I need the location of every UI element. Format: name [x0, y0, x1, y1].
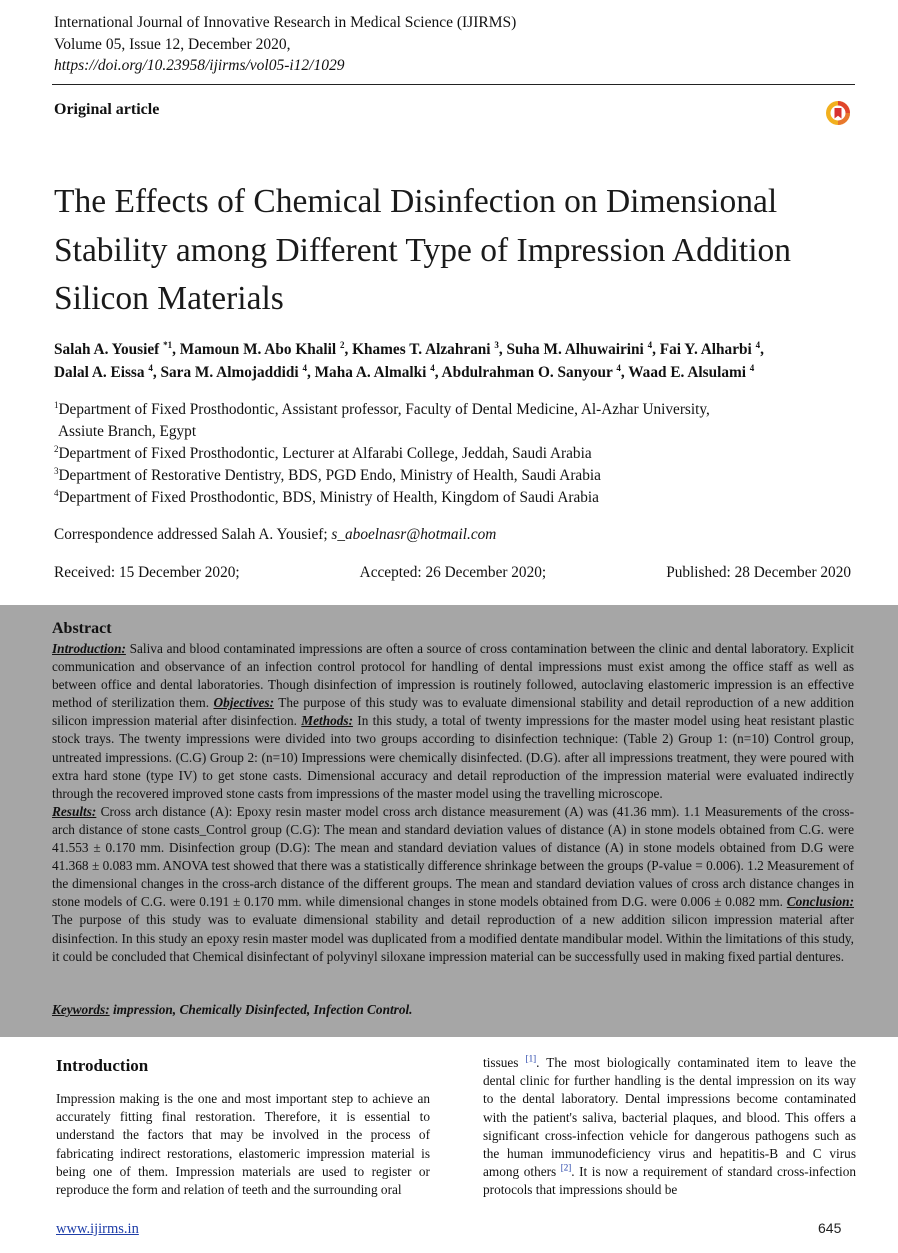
abstract-conclusion: The purpose of this study was to evaluate dimensional stability and detail reproduction of a new addition silicon impression material after disinfection. In this study an epoxy resin master model was duplicated from a modified dentate mandibular model. Within the limitations of this study, it could be concluded that Chemical disinfectant of polyvinyl siloxane impression material can be successfully used in making fixed partial dentures. — [52, 912, 854, 964]
article-dates — [54, 564, 851, 582]
crossmark-icon[interactable] — [825, 100, 851, 126]
abstract-text — [52, 640, 854, 966]
author: Maha A. Almalki $^4$, — [314, 362, 442, 381]
affiliation-1: $^1$Department of Fixed Prosthodontic, Assistant professor, Faculty of Dental Medicine, Al-Azhar University, — [54, 399, 710, 418]
abstract-intro: Saliva and blood contaminated impressions are often a source of cross contamination between the clinic and dental laboratory. Explicit communication and observance of an infection control protocol for handling of dental impressions must exist among the office staff as well as between office and dental laboratories. Though disinfection of impression is routinely followed, autoclaving elastomeric impression is an effective method of sterilization them. — [52, 641, 854, 711]
abstract-methods: In this study, a total of twenty impressions for the master model using heat resistant plastic stock trays. The twenty impressions were divided into two groups according to disinfection technique: (Table 2) Group 1: (n=10) Control group, untreated impressions. (C.G) Group 2: (n=10) Impressions were chemically disinfected. (D.G). after all impressions treatment, they were poured with extra hard stone (type IV) to get stone casts. Dimensional accuracy and detail reproduction of the impression material were evaluated indirectly through the recovered improved stone casts from impressions of the master model using the travelling microscope. — [52, 713, 854, 801]
introduction-left-column: Impression making is the one and most important step to achieve an accurately fitting final restoration. Therefore, it is essential to understand the factors that may be involved in the process of fabricating indirect restorations, elastomeric impression material is being one of them. Impression materials are used to register or reproduce the form and relation of teeth and the surrounding oral — [56, 1091, 430, 1198]
article-type: Original article — [54, 101, 160, 118]
abstract-results: Cross arch distance (A): Epoxy resin master model cross arch distance measurement (A) was (41.36 mm). 1.1 Measurements of the cross-arch distance of stone casts_Control group (C.G): The mean and standard deviation values of distance (A) in stone models obtained from C.G. were 41.553 ± 0.170 mm. Disinfection group (D.G): The mean and standard deviation values of distance (A) in stone models obtained from D.G were 41.368 ± 0.083 mm. ANOVA test showed that there was a statistically difference shrinkage between the groups (P-value = 0.006). 1.2 Measurement of the dimensional changes in the cross-arch distance of the different groups. The mean and standard deviation values of cross arch distance changes in stone models of C.G. were 0.191 ± 0.170 mm. while dimensional changes in stone models obtained from D.G. were 0.006 ± 0.082 mm. — [52, 803, 854, 910]
received-date: Received: 15 December 2020; — [54, 564, 240, 581]
abstract-conclusion-label: Conclusion: — [786, 894, 854, 910]
affiliation-1-cont: Assiute Branch, Egypt — [58, 423, 197, 440]
correspondence-label: Correspondence addressed Salah A. Yousief; — [54, 526, 332, 543]
citation-link[interactable]: [1] — [525, 1053, 537, 1064]
abstract-objectives: The purpose of this study was to evaluate dimensional stability and detail reproduction of a new addition silicon impression material after disinfection. — [52, 695, 854, 729]
journal-header — [54, 12, 516, 77]
abstract-objectives-label: Objectives: — [213, 695, 275, 711]
introduction-right-column: tissues [1]. The most biologically contaminated item to leave the dental clinic for further handling is the dental impression on its way to the dental laboratory. Dental impressions become contaminated with the patient's saliva, bacterial plaques, and blood. This offers a significant cross-infection vehicle for dangerous pathogens such as the human immunodeficiency virus and hepatitis-B and C virus among others [2]. It is now a requirement of standard cross-infection protocols that impressions should be — [483, 1053, 856, 1198]
website-link[interactable]: www.ijirms.in — [56, 1221, 139, 1237]
affiliation-4: $^4$Department of Fixed Prosthodontic, BDS, Ministry of Health, Kingdom of Saudi Arabia — [54, 487, 599, 506]
abstract-heading: Abstract — [52, 620, 112, 637]
abstract-results-label: Results: — [52, 803, 97, 819]
page-number: 645 — [818, 1220, 842, 1236]
author: Salah A. Yousief $^{*1}$, — [54, 339, 180, 358]
author: Fai Y. Alharbi $^4$, — [659, 339, 764, 358]
author-list — [54, 338, 866, 384]
abstract-intro-label: Introduction: — [52, 641, 126, 656]
article-title: The Effects of Chemical Disinfection on Dimensional Stability among Different Type of Impression Addition Silicon Materials — [54, 183, 792, 317]
journal-name: International Journal of Innovative Research in Medical Science (IJIRMS) — [54, 14, 517, 31]
author: Dalal A. Eissa $^4$, — [54, 362, 161, 381]
keywords — [52, 1002, 413, 1018]
affiliations — [54, 399, 854, 509]
affiliation-3: $^3$Department of Restorative Dentistry, BDS, PGD Endo, Ministry of Health, Saudi Arabia — [54, 465, 601, 484]
author: Waad E. Alsulami $^4$ — [628, 362, 755, 381]
author: Abdulrahman O. Sanyour $^4$, — [441, 362, 629, 381]
abstract-methods-label: Methods: — [301, 713, 354, 729]
author: Khames T. Alzahrani $^3$, — [352, 339, 507, 358]
header-divider — [52, 84, 855, 85]
author: Suha M. Alhuwairini $^4$, — [506, 339, 660, 358]
doi-link[interactable]: https://doi.org/10.23958/ijirms/vol05-i12/1029 — [54, 57, 345, 74]
correspondence — [54, 526, 496, 544]
keywords-label: Keywords: — [52, 1002, 110, 1017]
accepted-date: Accepted: 26 December 2020; — [359, 564, 547, 581]
affiliation-2: $^2$Department of Fixed Prosthodontic, Lecturer at Alfarabi College, Jeddah, Saudi Arabia — [54, 443, 592, 462]
keywords-text: impression, Chemically Disinfected, Infection Control. — [109, 1002, 413, 1017]
volume-issue: Volume 05, Issue 12, December 2020, — [54, 35, 291, 53]
introduction-heading: Introduction — [56, 1056, 149, 1075]
author: Mamoun M. Abo Khalil $^2$, — [179, 339, 353, 358]
correspondence-email[interactable]: s_aboelnasr@hotmail.com — [331, 526, 497, 543]
author: Sara M. Almojaddidi $^4$, — [160, 362, 315, 381]
citation-link[interactable]: [2] — [560, 1162, 572, 1173]
published-date: Published: 28 December 2020 — [666, 564, 851, 581]
